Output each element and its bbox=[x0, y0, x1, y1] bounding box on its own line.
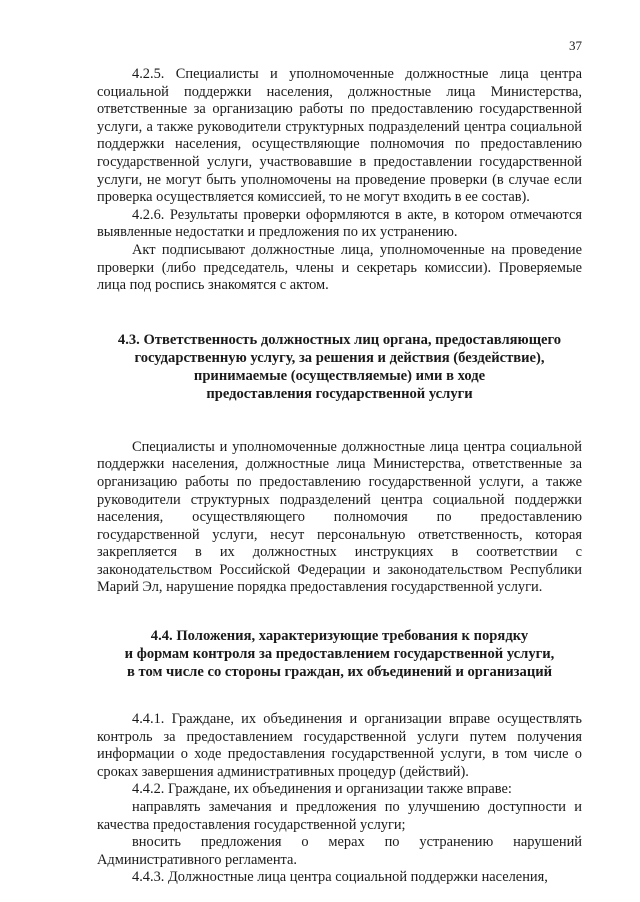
spacer bbox=[97, 295, 582, 331]
spacer bbox=[97, 403, 582, 439]
paragraph-act: Акт подписывают должностные лица, уполномоченные на проведение проверки (либо председатель, члены и секретарь комиссии). Проверяемые лица под роспись знакомятся с актом. bbox=[97, 241, 582, 294]
section-heading-4-4 bbox=[97, 627, 582, 681]
heading-line: в том числе со стороны граждан, их объединений и организаций bbox=[126, 664, 553, 681]
paragraph-responsibility: Специалисты и уполномоченные должностные лица центра социальной поддержки населения, должностные лица Министерства, ответственные за организацию работы по предоставлению государственной услуги, а также руководители структурных подразделений центра социальной поддержки населения, осуществляющего полномочия по предоставлению государственной услуги, несут персональную ответственность, которая закрепляется в их должностных инструкциях в соответствии с законодательством Российской Федерации и законодательством Республики Марий Эл, нарушение порядка предоставления государственной услуги. bbox=[97, 438, 582, 596]
paragraph-4-2-6: 4.2.6. Результаты проверки оформляются в акте, в котором отмечаются выявленные недостатки и предложения по их устранению. bbox=[97, 206, 582, 241]
heading-line: государственную услугу, за решения и действия (бездействие), bbox=[134, 349, 545, 366]
paragraph-4-4-3: 4.4.3. Должностные лица центра социальной поддержки населения, bbox=[132, 869, 548, 886]
paragraph-4-4-1: 4.4.1. Граждане, их объединения и организации вправе осуществлять контроль за предоставлением государственной услуги путем получения информации о ходе предоставления государственной услуги, в том числе о сроках завершения административных процедур (действий). bbox=[97, 711, 582, 780]
heading-line: и формам контроля за предоставлением государственной услуги, bbox=[124, 646, 555, 663]
paragraph-remarks: направлять замечания и предложения по улучшению доступности и качества предоставления государственной услуги; bbox=[97, 799, 582, 833]
spacer bbox=[97, 597, 582, 627]
heading-line: 4.4. Положения, характеризующие требования к порядку bbox=[150, 628, 529, 645]
page-number: 37 bbox=[569, 38, 582, 53]
heading-line: принимаемые (осуществляемые) ими в ходе bbox=[193, 367, 486, 384]
spacer bbox=[97, 681, 582, 711]
heading-line: предоставления государственной услуги bbox=[206, 385, 473, 402]
paragraph-4-2-5: 4.2.5. Специалисты и уполномоченные должностные лица центра социальной поддержки населения, должностные лица Министерства, ответственные за организацию работы по предоставлению государственной услуги, а также руководители структурных подразделений центра социальной поддержки населения, осуществляющие полномочия по предоставлению государственной услуги, участвовавшие в предоставлении государственной услуги, не могут быть уполномочены на проведение проверки (в случае если проверка осуществляется комиссией, то не могут входить в ее состав). bbox=[97, 66, 582, 206]
document-body bbox=[97, 66, 582, 887]
paragraph-proposals: вносить предложения о мерах по устранению нарушений Административного регламента. bbox=[97, 834, 582, 868]
section-heading-4-3 bbox=[97, 331, 582, 403]
heading-line: 4.3. Ответственность должностных лиц органа, предоставляющего bbox=[117, 331, 562, 348]
paragraph-4-4-2: 4.4.2. Граждане, их объединения и организации также вправе: bbox=[132, 781, 512, 798]
